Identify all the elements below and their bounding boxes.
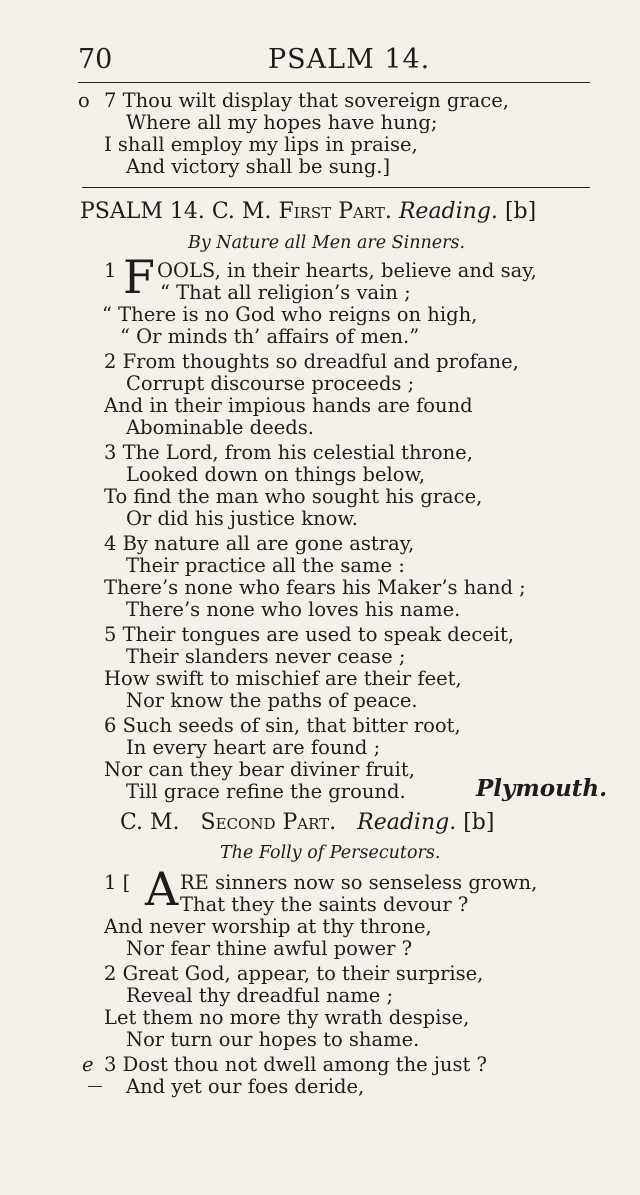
verse-line: And in their impious hands are found (104, 394, 473, 417)
verse-line: There’s none who fears his Maker’s hand ; (104, 576, 526, 599)
verse-line: And never worship at thy throne, (104, 915, 432, 938)
verse-line: 2 From thoughts so dreadful and profane, (104, 350, 519, 373)
verse-line: Corrupt discourse proceeds ; (126, 372, 415, 395)
drop-cap: A (145, 862, 179, 916)
verse-line: Or did his justice know. (126, 507, 358, 530)
verse-line: “ There is no God who reigns on high, (102, 303, 478, 326)
verse-line: Where all my hopes have hung; (126, 111, 438, 134)
verse-line: Their slanders never cease ; (126, 645, 406, 668)
verse-line: 2 Great God, appear, to their surprise, (104, 962, 484, 985)
verse-line: There’s none who loves his name. (126, 598, 461, 621)
verse-line: 7 Thou wilt display that sovereign grace, (104, 89, 509, 112)
reading-label: Reading. (398, 199, 498, 224)
verse-number: 1 (104, 259, 117, 282)
verse-line: 3 The Lord, from his celestial throne, (104, 441, 473, 464)
verse-line: In every heart are found ; (126, 736, 381, 759)
verse-line: Their practice all the same : (126, 554, 405, 577)
part-heading (120, 810, 494, 835)
meter-label: C. M. (120, 810, 180, 835)
verse-line: 5 Their tongues are used to speak deceit, (104, 623, 515, 646)
verse-line: Till grace refine the ground. (126, 780, 406, 803)
part-label: First Part. (278, 199, 392, 224)
verse-line: 6 Such seeds of sin, that bitter root, (104, 714, 461, 737)
margin-dash (88, 1086, 102, 1087)
drop-cap: F (123, 250, 155, 304)
verse-line: Nor know the paths of peace. (126, 689, 418, 712)
verse-line: How swift to mischief are their feet, (104, 667, 462, 690)
part-subtitle: The Folly of Persecutors. (220, 843, 441, 863)
verse-line: And victory shall be sung.] (126, 155, 391, 178)
verse-line: Abominable deeds. (126, 416, 314, 439)
key-label: [b] (463, 810, 495, 835)
verse-line: 4 By nature all are gone astray, (104, 532, 415, 555)
tune-name: Plymouth. (476, 775, 608, 802)
part-label: Second Part. (200, 810, 337, 835)
header-rule (78, 82, 590, 83)
key-label: [b] (504, 199, 537, 224)
running-title: PSALM 14. (268, 44, 431, 75)
verse-line: I shall employ my lips in praise, (104, 133, 418, 156)
verse-line: 3 Dost thou not dwell among the just ? (104, 1053, 487, 1076)
verse-line: Reveal thy dreadful name ; (126, 984, 394, 1007)
psalm-heading (80, 199, 536, 224)
section-rule (82, 187, 590, 188)
verse-line: “ Or minds th’ affairs of men.” (120, 325, 420, 348)
verse-line: That they the saints devour ? (180, 893, 469, 916)
page-header (78, 44, 590, 78)
page-number: 70 (78, 44, 113, 75)
verse-number: 1 [ (104, 871, 131, 894)
psalm-subtitle: By Nature all Men are Sinners. (188, 233, 466, 253)
verse-line: Nor can they bear diviner fruit, (104, 758, 415, 781)
verse-line: And yet our foes deride, (126, 1075, 365, 1098)
verse-line: Nor turn our hopes to shame. (126, 1028, 420, 1051)
verse-line: RE sinners now so senseless grown, (180, 871, 538, 894)
verse-line: Nor fear thine awful power ? (126, 937, 413, 960)
verse-line: Looked down on things below, (126, 463, 426, 486)
verse-line: Let them no more thy wrath despise, (104, 1006, 470, 1029)
psalm-number: PSALM 14. C. M. (80, 199, 272, 224)
margin-mark: e (82, 1053, 94, 1076)
verse-line: OOLS, in their hearts, believe and say, (157, 259, 537, 282)
verse-line: To find the man who sought his grace, (104, 485, 483, 508)
reading-label: Reading. (357, 810, 457, 835)
verse-line: “ That all religion’s vain ; (160, 281, 411, 304)
margin-mark: o (78, 89, 90, 112)
